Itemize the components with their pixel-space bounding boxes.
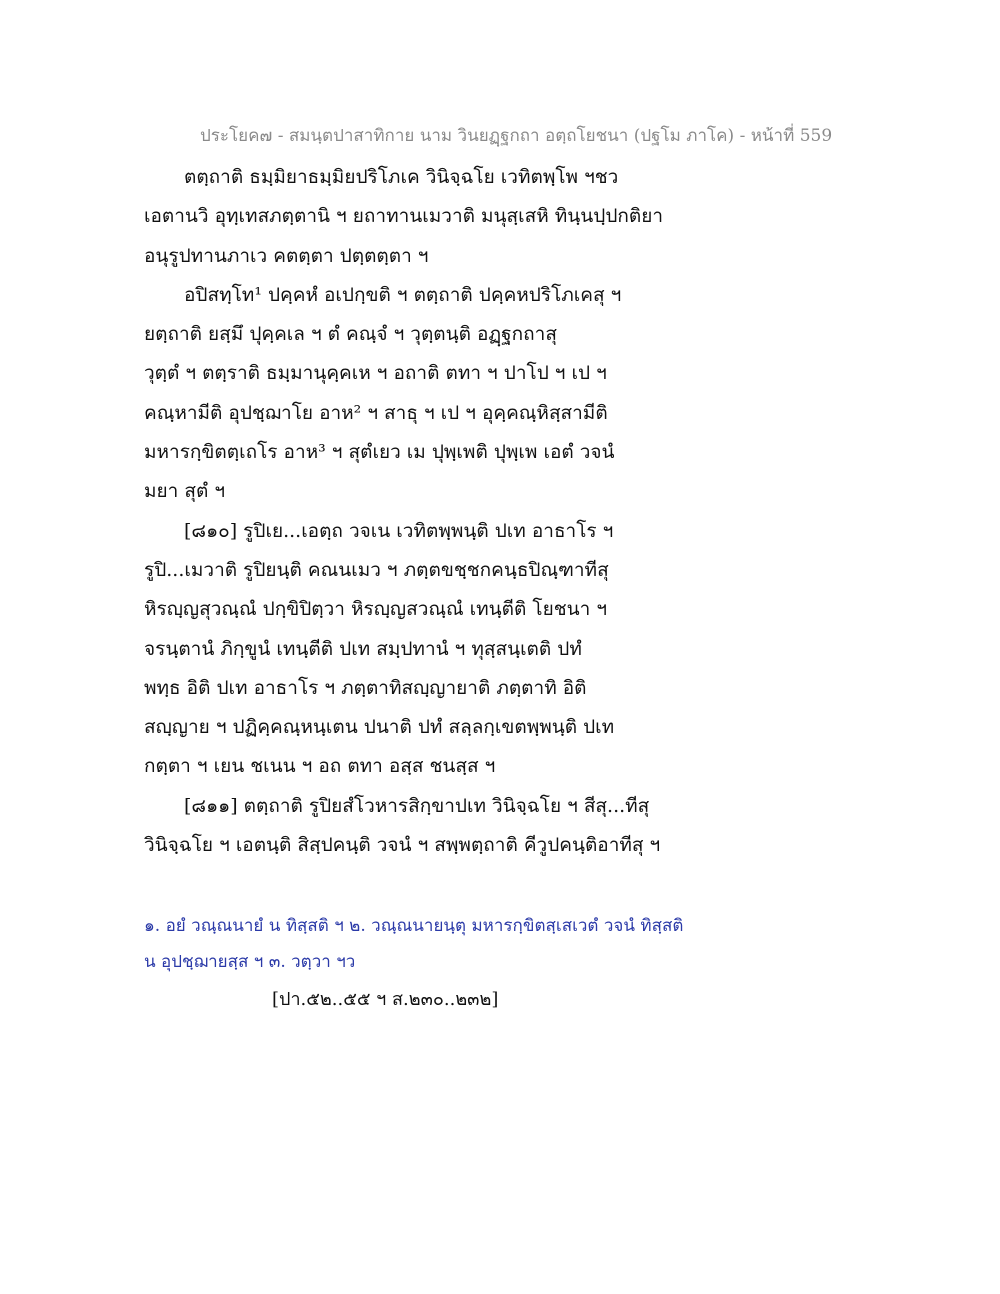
text-line: วินิจฺฉโย ฯ เอตนฺติ สิสฺปคนฺติ วจนํ ฯ สพฺพตฺถาติ คีวูปคนฺติอาทีสุ ฯ — [144, 834, 661, 857]
page-reference: [ปา.๕๒..๕๕ ฯ ส.๒๓๐..๒๓๒] — [272, 989, 499, 1010]
text-line: จรนฺตานํ ภิกฺขูนํ เทนฺตีติ ปเท สมฺปทานํ ฯ ทุสฺสนฺเตติ ปทํ — [144, 637, 582, 660]
text-line: รูปิ...เมวาติ รูปิยนฺติ คณนเมว ฯ ภตฺตขชฺชกคนฺธปิณฺฑาทีสุ — [144, 558, 609, 581]
text-line: พทฺธ อิติ ปเท อาธาโร ฯ ภตฺตาทิสญฺญายาติ ภตฺตาทิ อิติ — [144, 676, 587, 699]
text-line: กตฺตา ฯ เยน ชเนน ฯ อถ ตทา อสฺส ชนสฺส ฯ — [144, 755, 496, 778]
body-text — [144, 158, 844, 865]
text-line: มหารกฺขิตตฺเถโร อาห³ ฯ สุตํเยว เม ปุพฺเพติ ปุพฺเพ เอตํ วจนํ — [144, 441, 615, 464]
text-line: เอตานวิ อุทฺเทสภตฺตานิ ฯ ยถาทานเมวาติ มนุสฺเสหิ ทินฺนปฺปกติยา — [144, 205, 664, 228]
text-line: [๘๑๐] รูปิเย...เอตฺถ วจเน เวทิตพฺพนฺติ ปเท อาธาโร ฯ — [184, 519, 614, 542]
footnote-line: น อุปชฺฌายสฺส ฯ ๓. วตฺวา ฯว — [144, 952, 356, 972]
text-line: อปิสทฺโท¹ ปคฺคหํ อเปกฺขติ ฯ ตตฺถาติ ปคฺคหปริโภเคสุ ฯ — [184, 283, 622, 306]
text-line: ยตฺถาติ ยสฺมึ ปุคฺคเล ฯ ตํ คณฺจํ ฯ วุตฺตนฺติ อฏฺฐกถาสุ — [144, 323, 557, 346]
text-line: ตตฺถาติ ธมฺมิยาธมฺมิยปริโภเค วินิจฺฉโย เวทิตพฺโพ ฯชว — [184, 166, 619, 188]
text-line: วุตฺตํ ฯ ตตฺราติ ธมฺมานุคฺคเห ฯ อถาติ ตทา ฯ ปาโป ฯ เป ฯ — [144, 362, 607, 385]
text-line: หิรญฺญสุวณฺณํ ปกฺขิปิตฺวา หิรญฺญสวณฺณํ เทนฺตีติ โยชนา ฯ — [144, 598, 607, 621]
text-line: คณฺหามีติ อุปชฺฌาโย อาห² ฯ สาธุ ฯ เป ฯ อุคฺคณฺหิสฺสามีติ — [144, 401, 608, 424]
text-line: สญฺญาย ฯ ปฏิคฺคณฺหนฺเตน ปนาติ ปทํ สลฺลกฺเขตพฺพนฺติ ปเท — [144, 716, 615, 739]
text-line: [๘๑๑] ตตฺถาติ รูปิยสํโวหารสิกฺขาปเท วินิจฺฉโย ฯ สีสุ...ทีสุ — [184, 794, 650, 817]
page-header: ประโยค๗ - สมนฺตปาสาทิกาย นาม วินยฏฺฐกถา อตฺถโยชนา (ปฐโม ภาโค) - หน้าที่ 559 — [200, 126, 833, 146]
footnotes — [144, 908, 844, 980]
text-line: มยา สุตํ ฯ — [144, 480, 226, 503]
text-line: อนุรูปทานภาเว คตตฺตา ปตฺตตฺตา ฯ — [144, 244, 429, 267]
footnote-line: ๑. อยํ วณฺณนายํ น ทิสฺสติ ฯ ๒. วณฺณนายนฺตุ มหารกฺขิตสฺเสเวตํ วจนํ ทิสฺสติ — [144, 916, 684, 936]
